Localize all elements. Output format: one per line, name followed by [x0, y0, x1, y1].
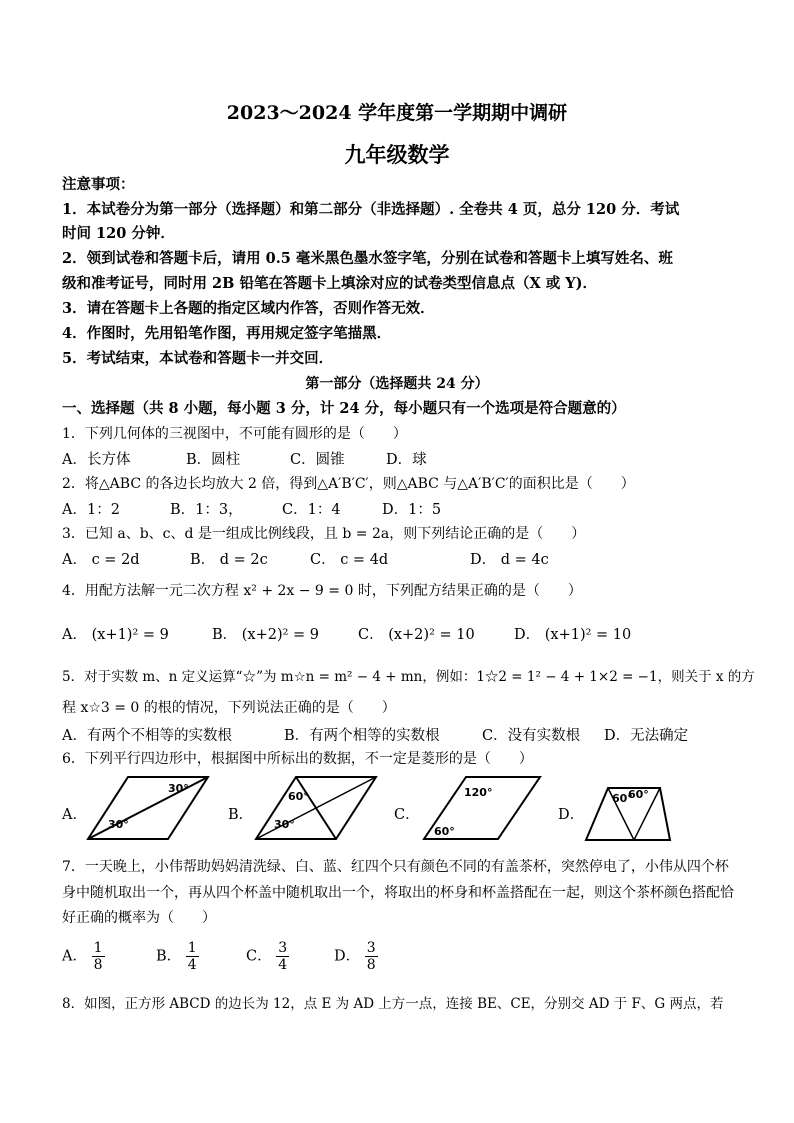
- q7-option-a-label: A．: [62, 948, 87, 965]
- q6-figure-c-angle-2: 60°: [434, 825, 455, 838]
- q7-option-a-numerator: 1: [93, 940, 103, 956]
- q7-option-a: [62, 940, 105, 973]
- q1-option-a: A．长方体: [62, 452, 131, 468]
- note-2b: 级和准考证号，同时用 2B 铅笔在答题卡上填涂对应的试卷类型信息点（X 或 Y)．: [62, 275, 597, 292]
- note-3: 3．请在答题卡上各题的指定区域内作答，否则作答无效．: [62, 300, 435, 317]
- q1-option-c: C．圆锥: [290, 452, 345, 468]
- q6-figure-b: [254, 772, 382, 844]
- q4-option-a: A． (x+1)² = 9: [62, 627, 169, 643]
- notes-heading: 注意事项：: [62, 176, 135, 193]
- q7-option-c-numerator: 3: [278, 940, 288, 956]
- q6-figure-d: [584, 772, 674, 844]
- q7-option-c-denominator: 4: [278, 957, 288, 973]
- q2-option-b: B．1：3，: [170, 502, 243, 518]
- q7-option-c-fraction: [276, 940, 289, 973]
- q6-figure-c-angle-1: 120°: [464, 786, 493, 799]
- note-5: 5．考试结束，本试卷和答题卡一并交回．: [62, 350, 334, 367]
- q2-option-d: D．1：5: [382, 502, 442, 518]
- q7-option-c-label: C．: [246, 948, 272, 965]
- exam-subtitle: 九年级数学: [344, 142, 450, 167]
- q6-figure-a-diagonal: [88, 777, 208, 839]
- q1-option-d: D．球: [386, 452, 427, 468]
- q1-stem: 1．下列几何体的三视图中，不可能有圆形的是（ ）: [62, 426, 407, 442]
- q7-option-a-fraction: [92, 940, 105, 973]
- q8-stem: 8．如图，正方形 ABCD 的边长为 12，点 E 为 AD 上方一点，连接 BE、CE，分别交 AD 于 F、G 两点，若: [62, 996, 724, 1012]
- q6-option-b: B．: [228, 807, 254, 823]
- q2-option-a: A．1：2: [62, 502, 120, 518]
- note-1b: 时间 120 分钟．: [62, 225, 175, 242]
- q6-figure-b-angle-2: 30°: [274, 818, 295, 831]
- q6-figure-b-angle-1: 60°: [288, 790, 309, 803]
- q2-option-c: C．1：4: [282, 502, 341, 518]
- q5-option-c: C．没有实数根: [482, 728, 581, 744]
- q6-stem: 6．下列平行四边形中，根据图中所标出的数据，不一定是菱形的是（ ）: [62, 751, 533, 767]
- q2-stem: 2．将△ABC 的各边长均放大 2 倍，得到△A′B′C′，则△ABC 与△A′B′C′的面积比是（ ）: [62, 476, 635, 492]
- q7-stem-2: 身中随机取出一个，再从四个杯盖中随机取出一个，将取出的杯身和杯盖搭配在一起，则这个茶杯颜色搭配恰: [62, 885, 734, 901]
- section-heading: 一、选择题（共 8 小题，每小题 3 分，计 24 分，每小题只有一个选项是符合题意的）: [62, 400, 626, 417]
- q7-option-b-fraction: [186, 940, 199, 973]
- q5-option-b: B．有两个相等的实数根: [284, 728, 440, 744]
- q6-figure-d-angle-2: 60°: [628, 788, 649, 801]
- q3-option-c: C． c = 4d: [310, 552, 389, 568]
- q3-stem: 3．已知 a、b、c、d 是一组成比例线段，且 b = 2a，则下列结论正确的是（ ）: [62, 526, 586, 542]
- exam-title: 2023～2024 学年度第一学期期中调研: [226, 102, 568, 124]
- q6-option-a: A．: [62, 807, 87, 823]
- q7-stem-1: 7．一天晚上，小伟帮助妈妈清洗绿、白、蓝、红四个只有颜色不同的有盖茶杯，突然停电了，小伟从四个杯: [62, 859, 729, 875]
- note-2a: 2．领到试卷和答题卡后，请用 0.5 毫米黑色墨水签字笔，分别在试卷和答题卡上填写姓名、班: [62, 250, 673, 267]
- q1-option-b: B．圆柱: [186, 452, 241, 468]
- q7-option-d-label: D．: [334, 948, 361, 965]
- q3-option-b: B． d = 2c: [190, 552, 268, 568]
- q6-figure-a-angle-2: 30°: [108, 818, 129, 831]
- q7-option-a-denominator: 8: [93, 957, 103, 973]
- q7-option-b-denominator: 4: [187, 957, 197, 973]
- note-1a: 1．本试卷分为第一部分（选择题）和第二部分（非选择题）. 全卷共 4 页，总分 120 分．考试: [62, 201, 680, 218]
- q6-option-c: C．: [394, 807, 420, 823]
- q7-stem-3: 好正确的概率为（ ）: [62, 910, 216, 926]
- q6-figure-c: [420, 772, 544, 844]
- q3-option-d: D． d = 4c: [470, 552, 549, 568]
- q7-option-d-denominator: 8: [366, 957, 376, 973]
- q6-figure-a-angle-1: 30°: [168, 782, 189, 795]
- part1-heading: 第一部分（选择题共 24 分）: [305, 376, 489, 392]
- q5-option-d: D．无法确定: [604, 728, 689, 744]
- q4-option-d: D． (x+1)² = 10: [514, 627, 632, 643]
- q7-option-b: [156, 940, 199, 973]
- note-4: 4．作图时，先用铅笔作图，再用规定签字笔描黑．: [62, 325, 392, 342]
- q4-option-b: B． (x+2)² = 9: [212, 627, 320, 643]
- q7-option-d-fraction: [365, 940, 378, 973]
- q7-option-c: [246, 940, 289, 973]
- q6-figure-a: [86, 772, 218, 844]
- q4-stem: 4．用配方法解一元二次方程 x² + 2x − 9 = 0 时，下列配方结果正确的是（ ）: [62, 583, 582, 599]
- q5-option-a: A．有两个不相等的实数根: [62, 728, 232, 744]
- q7-option-b-label: B．: [156, 948, 182, 965]
- q4-option-c: C． (x+2)² = 10: [358, 627, 475, 643]
- q7-option-d: [334, 940, 378, 973]
- q6-option-d: D．: [558, 807, 585, 823]
- q3-option-a: A． c = 2d: [62, 552, 140, 568]
- q7-option-d-numerator: 3: [366, 940, 376, 956]
- q7-option-b-numerator: 1: [187, 940, 197, 956]
- q5-stem-2: 程 x☆3 = 0 的根的情况，下列说法正确的是（ ）: [62, 700, 396, 716]
- q5-stem-1: 5．对于实数 m、n 定义运算“☆”为 m☆n = m² − 4 + mn，例如：1☆2 = 1² − 4 + 1×2 = −1，则关于 x 的方: [62, 669, 755, 685]
- q6-figure-d-angle-1: 60°: [612, 792, 633, 805]
